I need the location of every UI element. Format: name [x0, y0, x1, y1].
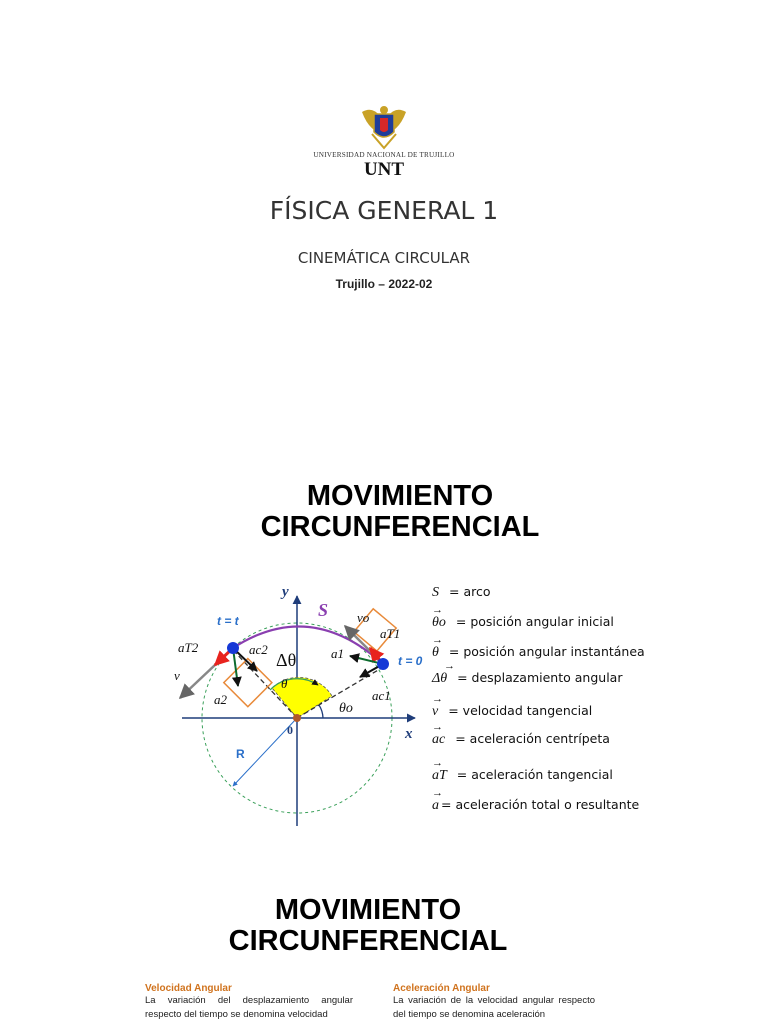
arc-label: S [318, 600, 329, 620]
vector-arrow-icon: → [432, 757, 443, 769]
a-t2-label: aT2 [178, 640, 199, 655]
legend-item-arc [432, 584, 491, 601]
a-t1-label: aT1 [380, 626, 401, 641]
university-acronym: UNT [363, 159, 405, 180]
legend-item-velocity [432, 693, 593, 720]
origin-point [293, 714, 301, 722]
y-axis-label: y [282, 584, 289, 600]
t-equals-0-label: t = 0 [398, 654, 423, 668]
university-logo [308, 104, 460, 180]
delta-theta-label: Δθ [276, 650, 297, 670]
university-name: UNIVERSIDAD NACIONAL DE TRUJILLO [313, 151, 455, 159]
vector-arrow-icon: → [432, 721, 443, 733]
theta-o-arc [319, 705, 323, 718]
legend-text: = aceleración centrípeta [455, 731, 610, 746]
radius-label: R [236, 747, 245, 761]
place-term: Trujillo – 2022-02 [335, 277, 433, 291]
circular-motion-diagram [160, 578, 430, 838]
particle-0 [377, 658, 389, 670]
heading-line-1: MOVIMIENTO [306, 480, 494, 512]
legend-symbol: → aT [432, 757, 447, 783]
legend-item-tangential [432, 757, 613, 784]
a-2-label: a2 [214, 692, 227, 707]
legend-symbol: → θ [432, 634, 443, 660]
legend-item-theta-o [432, 604, 614, 631]
angular-acceleration-section [393, 983, 595, 1022]
angular-velocity-text: La variación del desplazamiento angular respecto del tiempo se denomina velocidad [145, 995, 353, 1020]
legend-symbol: S [432, 585, 439, 600]
legend-item-theta [432, 634, 645, 661]
v-label: v [174, 668, 180, 683]
a-1-label: a1 [331, 646, 344, 661]
university-crest-icon [358, 104, 410, 150]
heading-line-2: CIRCUNFERENCIAL [260, 511, 540, 543]
legend-item-total [432, 787, 640, 814]
theta-label: θ [281, 676, 288, 691]
vector-box-2 [224, 659, 272, 707]
angular-velocity-heading: Velocidad Angular [145, 983, 232, 994]
section-heading-2 [128, 895, 608, 957]
legend-item-delta-theta [432, 660, 623, 687]
t-equals-t-label: t = t [217, 614, 239, 628]
vector-arrow-icon: → [432, 693, 443, 705]
a-c2-label: ac2 [249, 642, 268, 657]
origin-label: 0 [287, 723, 293, 737]
legend-text: = aceleración tangencial [456, 767, 613, 782]
legend-text: = desplazamiento angular [457, 670, 623, 685]
legend-text: = velocidad tangencial [448, 703, 593, 718]
section-heading [160, 481, 640, 543]
legend-text: = posición angular instantánea [448, 644, 645, 659]
heading-line-1: MOVIMIENTO [274, 894, 462, 926]
angular-acceleration-heading: Aceleración Angular [393, 983, 490, 994]
angular-acceleration-text: La variación de la velocidad angular respecto del tiempo se denomina aceleración [393, 995, 595, 1020]
legend-text: = aceleración total o resultante [441, 797, 640, 812]
particle-t [227, 642, 239, 654]
theta-o-label: θo [339, 701, 353, 716]
legend-text: = arco [449, 584, 491, 599]
legend-symbol: → θo [432, 604, 446, 630]
page-title: FÍSICA GENERAL 1 [269, 196, 499, 225]
heading-line-2: CIRCUNFERENCIAL [228, 925, 508, 957]
legend-text: = posición angular inicial [455, 614, 614, 629]
legend-symbol: → v [432, 693, 443, 719]
vector-arrow-icon: → [444, 660, 455, 672]
vector-arrow-icon: → [432, 604, 443, 616]
vector-arrow-icon: → [432, 787, 443, 799]
legend-item-centripetal [432, 721, 610, 748]
x-axis-label: x [405, 726, 413, 742]
vector-arrow-icon: → [432, 634, 443, 646]
legend-symbol: → ac [432, 721, 446, 747]
angular-velocity-section [145, 983, 353, 1022]
page-subtitle: CINEMÁTICA CIRCULAR [297, 249, 471, 267]
v-o-label: vo [357, 610, 370, 625]
legend-symbol: → a [432, 787, 443, 813]
legend-symbol: → Δθ [432, 660, 455, 686]
a-c1-label: ac1 [372, 688, 391, 703]
